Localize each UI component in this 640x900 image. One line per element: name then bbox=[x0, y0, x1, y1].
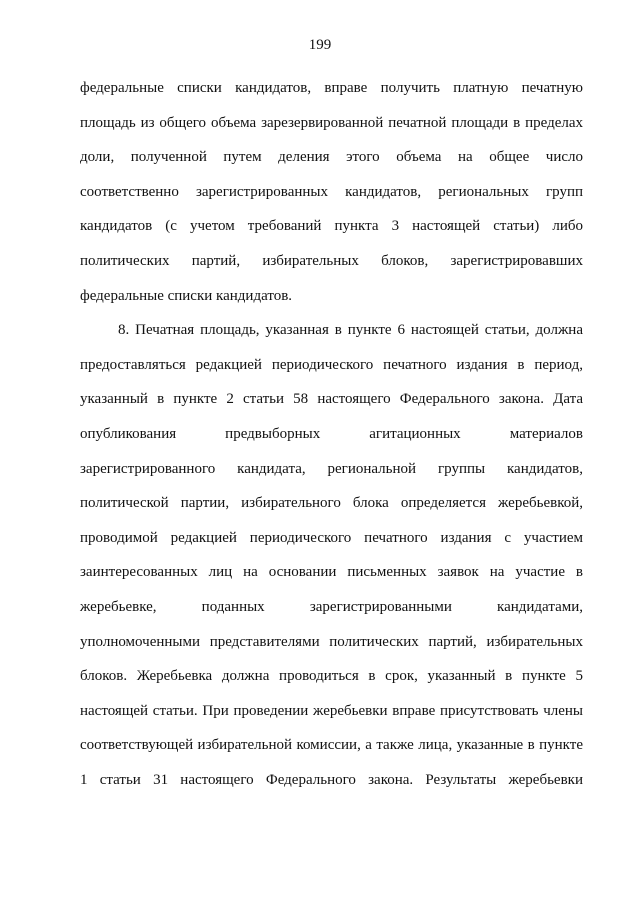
text-line: блоков. Жеребьевка должна проводиться в срок, указанный в пункте 5 bbox=[80, 668, 583, 685]
text-line: кандидатов (с учетом требований пункта 3 настоящей статьи) либо bbox=[80, 218, 583, 235]
text-line: опубликования предвыборных агитационных материалов bbox=[80, 425, 583, 442]
text-line: настоящей статьи. При проведении жеребьевки вправе присутствовать члены bbox=[80, 702, 583, 719]
text-line: 1 статьи 31 настоящего Федерального закона. Результаты жеребьевки bbox=[80, 771, 583, 788]
paragraph-continuation bbox=[80, 78, 583, 320]
text-line: заинтересованных лиц на основании письменных заявок на участие в bbox=[80, 564, 583, 581]
body-text bbox=[80, 78, 583, 804]
text-line: федеральные списки кандидатов, вправе получить платную печатную bbox=[80, 80, 583, 96]
text-line: проводимой редакцией периодического печатного издания с участием bbox=[80, 529, 583, 546]
text-line: 8. Печатная площадь, указанная в пункте 6 настоящей статьи, должна bbox=[118, 322, 583, 339]
text-line: предоставляться редакцией периодического печатного издания в период, bbox=[80, 356, 583, 373]
text-line: зарегистрированного кандидата, региональной группы кандидатов, bbox=[80, 460, 583, 477]
paragraph-item-8 bbox=[80, 320, 583, 804]
text-line: доли, полученной путем деления этого объема на общее число bbox=[80, 149, 583, 166]
text-line: площадь из общего объема зарезервированной печатной площади в пределах bbox=[80, 114, 583, 131]
text-line: политических партий, избирательных блоков, зарегистрировавших bbox=[80, 252, 583, 269]
text-line: федеральные списки кандидатов. bbox=[80, 287, 293, 304]
text-line: соответственно зарегистрированных кандидатов, региональных групп bbox=[80, 183, 583, 200]
text-line: уполномоченными представителями политических партий, избирательных bbox=[80, 633, 583, 650]
text-line: соответствующей избирательной комиссии, а также лица, указанные в пункте bbox=[80, 737, 583, 754]
text-line: указанный в пункте 2 статьи 58 настоящего Федерального закона. Дата bbox=[80, 391, 583, 408]
text-line: политической партии, избирательного блока определяется жеребьевкой, bbox=[80, 495, 583, 512]
text-line: жеребьевке, поданных зарегистрированными кандидатами, bbox=[80, 598, 583, 615]
page-number: 199 bbox=[308, 37, 332, 53]
